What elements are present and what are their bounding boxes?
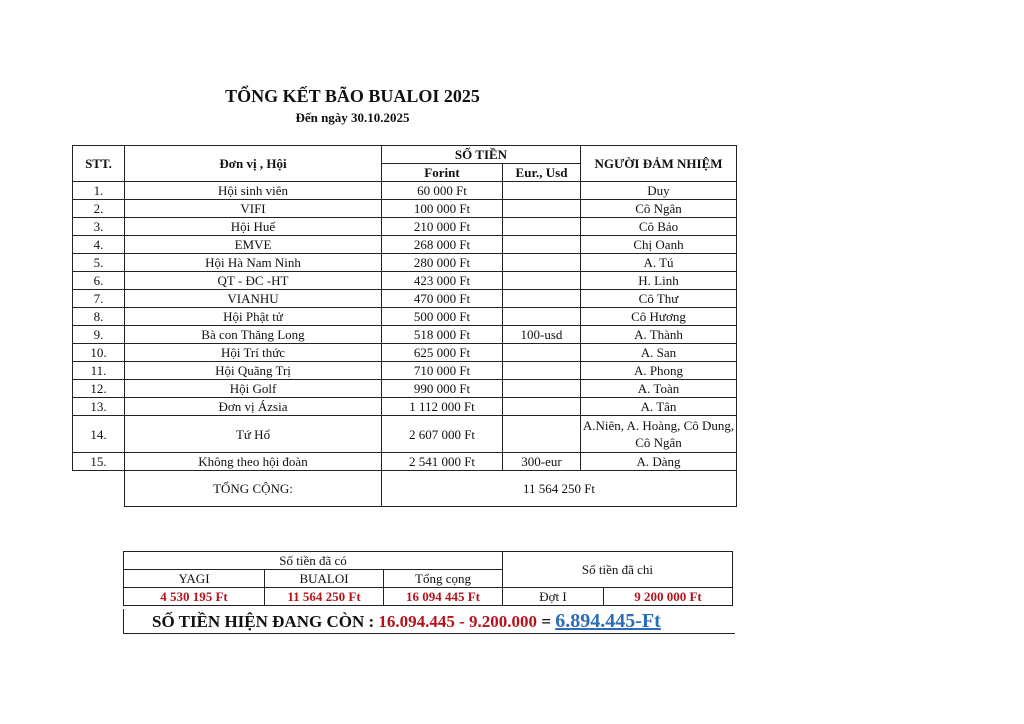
row-unit: Hội Golf: [125, 380, 382, 398]
row-forint: 625 000 Ft: [382, 344, 503, 362]
row-forint: 210 000 Ft: [382, 218, 503, 236]
summary-total-value: 16 094 445 Ft: [384, 588, 503, 606]
spent-header: Số tiền đã chi: [503, 552, 733, 588]
row-person: H. Linh: [581, 272, 737, 290]
row-unit: VIANHU: [125, 290, 382, 308]
row-stt: 8.: [73, 308, 125, 326]
row-eur-usd: [503, 272, 581, 290]
row-stt: 10.: [73, 344, 125, 362]
row-stt: 9.: [73, 326, 125, 344]
row-stt: 7.: [73, 290, 125, 308]
remaining-label: SỐ TIỀN HIỆN ĐANG CÒN :: [152, 612, 375, 631]
row-eur-usd: [503, 344, 581, 362]
row-forint: 60 000 Ft: [382, 182, 503, 200]
bualoi-label: BUALOI: [265, 570, 384, 588]
round-label: Đợt I: [503, 588, 604, 606]
table-row: [73, 344, 737, 362]
header-eur-usd: Eur., Usd: [503, 164, 581, 182]
header-person: NGƯỜI ĐẢM NHIỆM: [581, 146, 737, 182]
row-eur-usd: [503, 308, 581, 326]
total-blank-cell: [73, 471, 125, 507]
page-subtitle: Đến ngày 30.10.2025: [295, 110, 410, 125]
row-stt: 1.: [73, 182, 125, 200]
row-stt: 11.: [73, 362, 125, 380]
row-person: A. Toàn: [581, 380, 737, 398]
total-label: TỔNG CỘNG:: [125, 471, 382, 507]
table-row: [73, 308, 737, 326]
header-amount: SỐ TIỀN: [382, 146, 581, 164]
row-person: Cô Bảo: [581, 218, 737, 236]
row-forint: 423 000 Ft: [382, 272, 503, 290]
row-stt: 13.: [73, 398, 125, 416]
table-row: [73, 200, 737, 218]
row-stt: 4.: [73, 236, 125, 254]
row-person: Cô Ngân: [581, 200, 737, 218]
row-eur-usd: [503, 236, 581, 254]
received-header: Số tiền đã có: [124, 552, 503, 570]
row-person: A. Phong: [581, 362, 737, 380]
yagi-value: 4 530 195 Ft: [124, 588, 265, 606]
row-person: A. Dàng: [581, 453, 737, 471]
table-row: [73, 236, 737, 254]
row-stt: 2.: [73, 200, 125, 218]
row-forint: 2 607 000 Ft: [382, 416, 503, 453]
row-unit: Hội Trí thức: [125, 344, 382, 362]
row-eur-usd: [503, 182, 581, 200]
header-unit: Đơn vị , Hội: [125, 146, 382, 182]
row-unit: Tứ Hổ: [125, 416, 382, 453]
row-forint: 990 000 Ft: [382, 380, 503, 398]
row-forint: 2 541 000 Ft: [382, 453, 503, 471]
table-row: [73, 218, 737, 236]
row-stt: 15.: [73, 453, 125, 471]
table-row: [73, 182, 737, 200]
row-stt: 3.: [73, 218, 125, 236]
row-eur-usd: [503, 254, 581, 272]
row-unit: Hội Huế: [125, 218, 382, 236]
table-row: [73, 380, 737, 398]
row-person: Cô Thư: [581, 290, 737, 308]
summary-table: [123, 551, 733, 606]
row-forint: 100 000 Ft: [382, 200, 503, 218]
row-person: Chị Oanh: [581, 236, 737, 254]
row-eur-usd: [503, 380, 581, 398]
row-person: Duy: [581, 182, 737, 200]
row-person: A. Thành: [581, 326, 737, 344]
row-unit: Không theo hội đoàn: [125, 453, 382, 471]
table-row: [73, 326, 737, 344]
spent-value: 9 200 000 Ft: [604, 588, 733, 606]
remaining-formula: 16.094.445 - 9.200.000: [378, 612, 538, 631]
row-unit: VIFI: [125, 200, 382, 218]
row-forint: 518 000 Ft: [382, 326, 503, 344]
table-row: [73, 272, 737, 290]
row-unit: EMVE: [125, 236, 382, 254]
table-row: [73, 290, 737, 308]
page-title: TỔNG KẾT BÃO BUALOI 2025: [225, 86, 480, 106]
row-unit: Hội Phật tử: [125, 308, 382, 326]
row-eur-usd: [503, 416, 581, 453]
row-unit: Bà con Thăng Long: [125, 326, 382, 344]
row-forint: 500 000 Ft: [382, 308, 503, 326]
table-row: [73, 453, 737, 471]
remaining-equals: =: [541, 612, 551, 631]
header-stt: STT.: [73, 146, 125, 182]
row-forint: 1 112 000 Ft: [382, 398, 503, 416]
remaining-balance: [123, 609, 735, 634]
bualoi-value: 11 564 250 Ft: [265, 588, 384, 606]
row-unit: Hội Quãng Trị: [125, 362, 382, 380]
header-forint: Forint: [382, 164, 503, 182]
table-row: [73, 362, 737, 380]
summary-total-label: Tổng cọng: [384, 570, 503, 588]
row-stt: 14.: [73, 416, 125, 453]
row-stt: 6.: [73, 272, 125, 290]
row-unit: Hội sinh viên: [125, 182, 382, 200]
row-eur-usd: [503, 218, 581, 236]
row-eur-usd: 100-usd: [503, 326, 581, 344]
row-stt: 12.: [73, 380, 125, 398]
table-row: [73, 254, 737, 272]
row-eur-usd: [503, 290, 581, 308]
row-eur-usd: 300-eur: [503, 453, 581, 471]
donation-table: [72, 145, 737, 507]
row-unit: Đơn vị Ázsia: [125, 398, 382, 416]
row-eur-usd: [503, 398, 581, 416]
table-row: [73, 398, 737, 416]
row-eur-usd: [503, 200, 581, 218]
row-forint: 710 000 Ft: [382, 362, 503, 380]
row-person: A.Niên, A. Hoàng, Cô Dung, Cô Ngân: [581, 416, 737, 453]
row-person: A. Tân: [581, 398, 737, 416]
total-value: 11 564 250 Ft: [382, 471, 737, 507]
row-eur-usd: [503, 362, 581, 380]
row-unit: QT - ĐC -HT: [125, 272, 382, 290]
remaining-result: 6.894.445-Ft: [555, 610, 661, 632]
yagi-label: YAGI: [124, 570, 265, 588]
row-forint: 268 000 Ft: [382, 236, 503, 254]
row-forint: 470 000 Ft: [382, 290, 503, 308]
row-forint: 280 000 Ft: [382, 254, 503, 272]
row-unit: Hội Hà Nam Ninh: [125, 254, 382, 272]
row-person: Cô Hương: [581, 308, 737, 326]
row-person: A. San: [581, 344, 737, 362]
row-person: A. Tú: [581, 254, 737, 272]
row-stt: 5.: [73, 254, 125, 272]
table-row: [73, 416, 737, 453]
